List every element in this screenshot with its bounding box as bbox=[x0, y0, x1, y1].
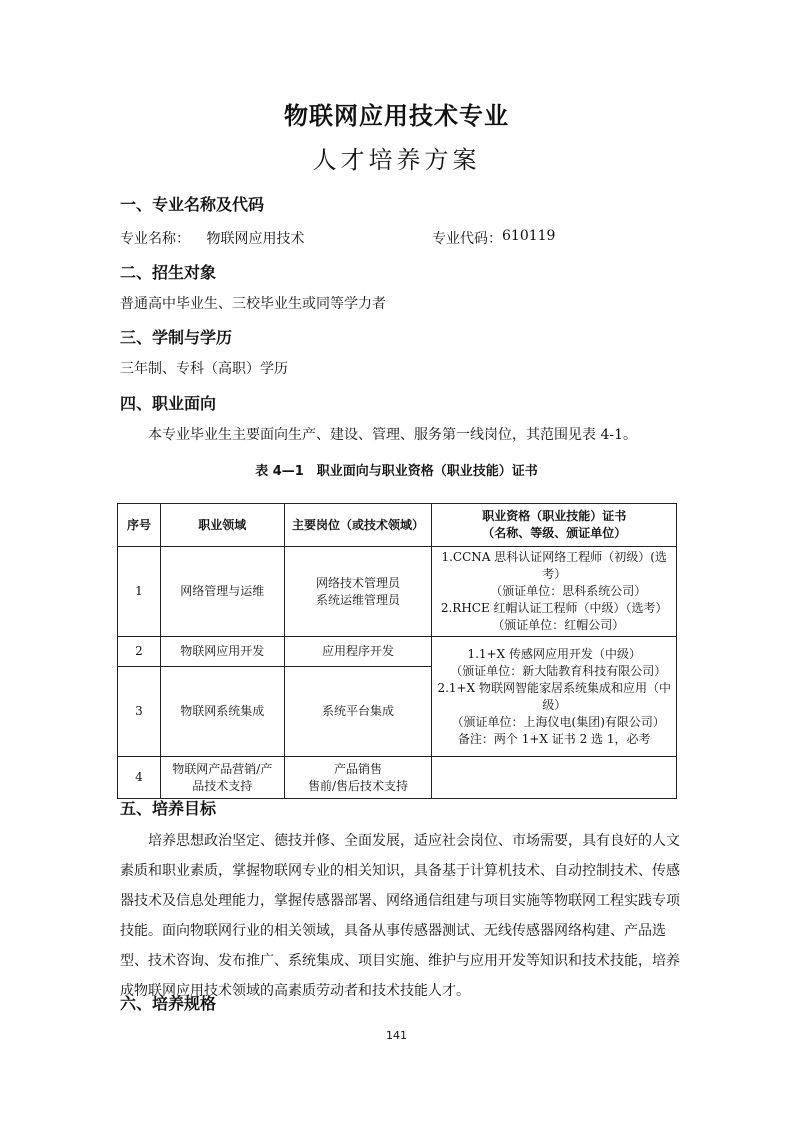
cert-line: 2.RHCE 红帽认证工程师（中级）（选考） bbox=[440, 601, 668, 615]
cert-line: 1.1+X 传感网应用开发（中级） bbox=[467, 646, 641, 661]
major-name-label: 专业名称： bbox=[120, 231, 190, 247]
table-header-row bbox=[118, 504, 677, 547]
row-post: 应用程序开发 bbox=[284, 637, 432, 667]
major-info-line bbox=[120, 228, 680, 248]
row-no: 4 bbox=[118, 757, 161, 799]
cert-cell-a bbox=[432, 547, 677, 637]
header-cert bbox=[432, 504, 677, 547]
row-post bbox=[284, 547, 432, 637]
major-code-label: 专业代码： bbox=[432, 231, 502, 247]
cert-line: （颁证单位：新大陆教育科技有限公司） bbox=[450, 663, 667, 678]
section-2-heading: 二、招生对象 bbox=[120, 263, 217, 282]
enrollment-text: 普通高中毕业生、三校毕业生或同等学力者 bbox=[120, 296, 386, 312]
schooling-text: 三年制、专科（高职）学历 bbox=[120, 361, 288, 377]
career-table bbox=[117, 503, 677, 799]
cert-cell-empty bbox=[432, 757, 677, 799]
major-name-value: 物联网应用技术 bbox=[206, 231, 305, 247]
row-no: 1 bbox=[118, 547, 161, 637]
table-row bbox=[118, 637, 677, 667]
cert-line: 1.CCNA 思科认证网络工程师（初级）(选考） bbox=[441, 550, 667, 581]
major-code-value: 610119 bbox=[502, 228, 556, 244]
section-1-heading: 一、专业名称及代码 bbox=[120, 195, 265, 214]
document-subtitle: 人才培养方案 bbox=[312, 146, 481, 174]
row-field bbox=[160, 757, 284, 799]
cert-line: （颁证单位：思科系统公司） bbox=[490, 584, 647, 598]
training-goal-text: 培养思想政治坚定、德技并修、全面发展，适应社会岗位、市场需要，具有良好的人文素质和职业素质，掌握物联网专业的相关知识，具备基于计算机技术、自动控制技术、传感器技术及信息处理能力，掌握传感器部署、网络通信组建与项目实施等物联网工程实践专项技能。面向物联网行业的相关领域，具备从事传感器测试、无线传感器网络构建、产品选型、技术咨询、发布推广、系统集成、项目实施、维护与应用开发等知识和技术技能，培养成物联网应用技术领域的高素质劳动者和技术技能人才。 bbox=[120, 833, 680, 999]
row-field: 物联网系统集成 bbox=[160, 667, 284, 757]
table-row bbox=[118, 547, 677, 637]
career-text: 本专业毕业生主要面向生产、建设、管理、服务第一线岗位，其范围见表 4-1。 bbox=[148, 427, 637, 443]
header-post: 主要岗位（或技术领域） bbox=[284, 504, 432, 547]
row-field-line: 物联网产品营销/产 bbox=[172, 761, 273, 776]
section-6-heading: 六、培养规格 bbox=[120, 994, 217, 1013]
document-title: 物联网应用技术专业 bbox=[284, 102, 509, 130]
row-post-line: 系统运维管理员 bbox=[316, 592, 401, 607]
cert-cell-b bbox=[432, 637, 677, 757]
row-post: 系统平台集成 bbox=[284, 667, 432, 757]
row-post bbox=[284, 757, 432, 799]
table-row bbox=[118, 757, 677, 799]
cert-line: 2.1+X 物联网智能家居系统集成和应用（中级） bbox=[437, 680, 671, 712]
section-5-heading: 五、培养目标 bbox=[120, 799, 217, 818]
row-no: 2 bbox=[118, 637, 161, 667]
row-no: 3 bbox=[118, 667, 161, 757]
page-number: 141 bbox=[386, 1029, 407, 1042]
header-field: 职业领域 bbox=[160, 504, 284, 547]
section-4-heading: 四、职业面向 bbox=[120, 394, 217, 413]
cert-line: （颁证单位：红帽公司） bbox=[492, 618, 625, 632]
row-field: 物联网应用开发 bbox=[160, 637, 284, 667]
row-post-line: 网络技术管理员 bbox=[316, 575, 401, 590]
section-3-heading: 三、学制与学历 bbox=[120, 328, 233, 347]
row-field-line: 品技术支持 bbox=[192, 778, 253, 793]
header-no: 序号 bbox=[118, 504, 161, 547]
header-cert-line2: （名称、等级、颁证单位） bbox=[482, 526, 627, 540]
cert-line: 备注：两个 1+X 证书 2 选 1，必考 bbox=[457, 731, 651, 746]
cert-line: （颁证单位：上海仪电(集团)有限公司） bbox=[451, 714, 665, 729]
header-cert-line1: 职业资格（职业技能）证书 bbox=[482, 509, 627, 523]
table-caption: 表 4—1 职业面向与职业资格（职业技能）证书 bbox=[255, 464, 538, 479]
row-post-line: 售前/售后技术支持 bbox=[308, 778, 409, 793]
row-field: 网络管理与运维 bbox=[160, 547, 284, 637]
row-post-line: 产品销售 bbox=[334, 761, 383, 776]
